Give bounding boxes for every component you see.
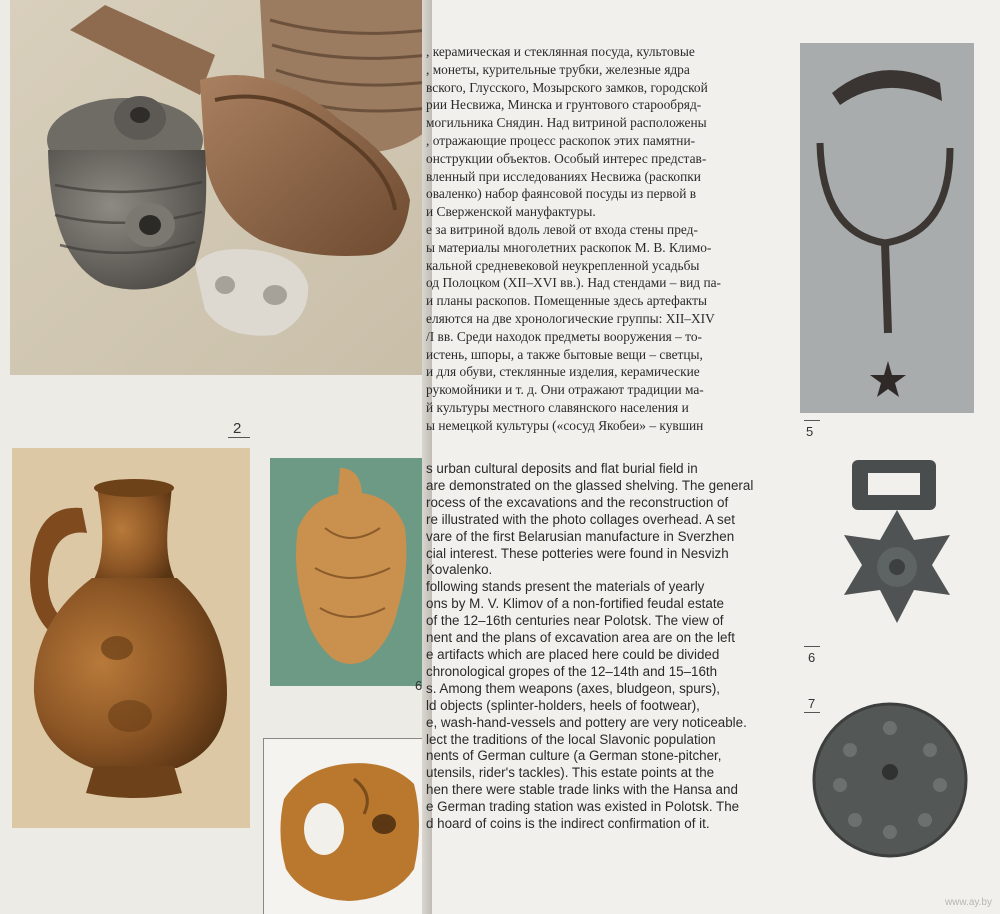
text-line: , керамическая и стеклянная посуда, культовые: [426, 44, 695, 59]
text-line: e, wash-hand-vessels and pottery are very noticeable.: [426, 714, 747, 730]
text-line: Kovalenko.: [426, 562, 493, 578]
text-line: и для обуви, стеклянные изделия, керамические: [426, 364, 700, 380]
photo-pottery-on-sand: [10, 0, 428, 375]
photo-harness-fitting: [822, 455, 972, 655]
figure-6-rule: [804, 646, 820, 647]
text-line: are demonstrated on the glassed shelving. The general: [426, 477, 754, 493]
figure-2-caption: 2: [233, 420, 242, 437]
text-line: ы немецкой культуры («сосуд Якобеи» – кувшин: [426, 417, 704, 433]
text-line: й культуры местного славянского населения и: [426, 399, 689, 415]
figure-5-caption: 5: [806, 424, 814, 439]
text-line: е за витриной вдоль левой от входа стены пред-: [426, 221, 698, 237]
text-line: cial interest. These potteries were found in Nesvizh: [426, 545, 729, 561]
text-line: lect the traditions of the local Slavonic population: [426, 731, 716, 747]
english-text-column: [426, 461, 778, 833]
disc-illustration: [810, 700, 970, 860]
text-line: e artifacts which are placed here could be divided: [426, 646, 720, 662]
russian-text-column: [426, 43, 774, 435]
photo-clay-figurine: [270, 458, 430, 686]
jug-illustration: [12, 448, 250, 828]
text-line: vare of the first Belarusian manufacture in Sverzhen: [426, 528, 735, 544]
text-line: вского, Глусского, Мозырского замков, городской: [426, 79, 708, 95]
text-line: рукомойники и т. д. Они отражают традиции ма-: [426, 382, 704, 398]
text-line: вленный при исследованиях Несвижа (раскопки: [426, 168, 701, 184]
text-line: и планы раскопов. Помещенные здесь артефакты: [426, 293, 707, 309]
text-line: e German trading station was existed in Polotsk. The: [426, 799, 740, 815]
fragment-illustration: [264, 739, 429, 914]
text-line: ons by M. V. Klimov of a non-fortified feudal estate: [426, 596, 724, 612]
text-line: ld objects (splinter-holders, heels of footwear),: [426, 697, 700, 713]
watermark: www.ay.by: [944, 897, 992, 908]
text-line: , монеты, курительные трубки, железные ядра: [426, 61, 690, 77]
left-page: [0, 0, 432, 914]
text-line: re illustrated with the photo collages overhead. A set: [426, 511, 735, 527]
photo-brown-jug: [12, 448, 250, 828]
pottery-illustration: [10, 0, 428, 375]
text-line: оваленко) набор фаянсовой посуды из первой в: [426, 186, 697, 202]
text-line: s urban cultural deposits and flat burial field in: [426, 461, 698, 476]
text-line: ы материалы многолетних раскопок М. В. Климо-: [426, 239, 712, 255]
photo-ceramic-fragment: [263, 738, 429, 914]
text-line: кальной средневековой неукрепленной усадьбы: [426, 257, 700, 273]
text-line: и Сверженской мануфактуры.: [426, 204, 596, 220]
spur-illustration: [800, 43, 974, 413]
text-line: rocess of the excavations and the reconstruction of: [426, 494, 729, 510]
figure-5-rule: [804, 420, 820, 421]
text-line: онструкции объектов. Особый интерес представ-: [426, 150, 707, 166]
text-line: hen there were stable trade links with the Hansa and: [426, 782, 738, 798]
text-line: од Полоцком (XII–XVI вв.). Над стендами – вид па-: [426, 275, 722, 291]
text-line: chronological gropes of the 12–14th and 15–16th: [426, 663, 718, 679]
text-line: еляются на две хронологические группы: XII–XIV: [426, 310, 715, 326]
left-edge-mark: 6: [415, 678, 423, 693]
text-line: могильника Снядин. Над витриной расположены: [426, 115, 707, 131]
text-line: , отражающие процесс раскопок этих памятни-: [426, 132, 696, 148]
text-line: рии Несвижа, Минска и грунтового старообряд-: [426, 97, 702, 113]
figurine-illustration: [270, 458, 430, 686]
text-line: utensils, rider's tackles). This estate points at the: [426, 765, 715, 781]
text-line: nents of German culture (a German stone-pitcher,: [426, 748, 722, 764]
fitting-illustration: [822, 455, 972, 655]
text-line: истень, шпоры, а также бытовые вещи – светцы,: [426, 346, 703, 362]
text-line: nent and the plans of excavation area are on the left: [426, 630, 735, 646]
text-line: d hoard of coins is the indirect confirmation of it.: [426, 816, 710, 832]
text-line: /I вв. Среди находок предметы вооружения – то-: [426, 328, 702, 344]
text-line: s. Among them weapons (axes, bludgeon, spurs),: [426, 680, 721, 696]
photo-spur: [800, 43, 974, 413]
text-line: following stands present the materials of yearly: [426, 579, 705, 595]
text-line: of the 12–16th centuries near Polotsk. The view of: [426, 613, 724, 629]
figure-6-caption: 6: [808, 650, 816, 665]
figure-2-rule: [228, 437, 250, 438]
photo-metal-disc: [810, 700, 970, 860]
figure-7-caption: 7: [808, 696, 816, 711]
